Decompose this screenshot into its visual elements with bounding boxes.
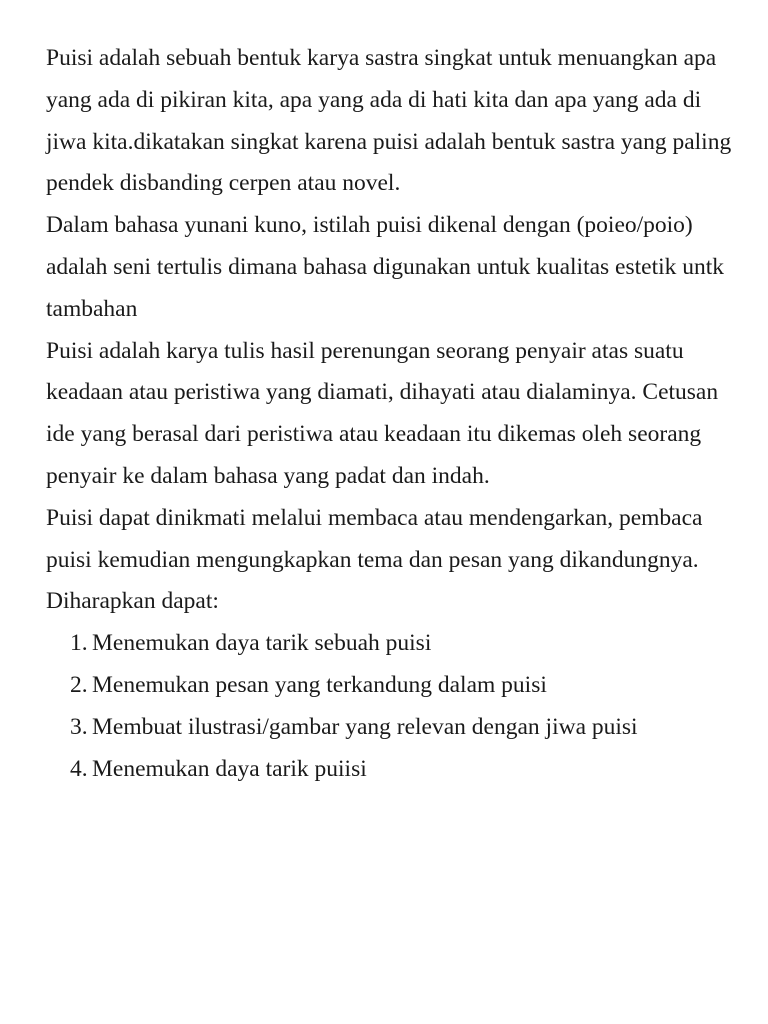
list-item-number: 3. [70, 713, 88, 740]
document-body [46, 38, 736, 790]
list-item [46, 623, 736, 665]
list-item [46, 749, 736, 791]
list-item-text: Membuat ilustrasi/gambar yang relevan dengan jiwa puisi [92, 713, 638, 740]
paragraph-enjoyment: Puisi dapat dinikmati melalui membaca atau mendengarkan, pembaca puisi kemudian mengungkapkan tema dan pesan yang dikandungnya. Diharapkan dapat: [46, 504, 703, 615]
paragraph-definition: Puisi adalah sebuah bentuk karya sastra singkat untuk menuangkan apa yang ada di pikiran kita, apa yang ada di hati kita dan apa yang ada di jiwa kita.dikatakan singkat karena puisi adalah bentuk sastra yang paling pendek disbanding cerpen atau novel. [46, 45, 732, 197]
list-item-number: 4. [70, 755, 88, 782]
list-item-text: Menemukan pesan yang terkandung dalam puisi [92, 671, 547, 698]
paragraph-reflection: Puisi adalah karya tulis hasil perenungan seorang penyair atas suatu keadaan atau peristiwa yang diamati, dihayati atau dialaminya. Cetusan ide yang berasal dari peristiwa atau keadaan itu dikemas oleh seorang penyair ke dalam bahasa yang padat dan indah. [46, 337, 719, 489]
paragraph-etymology: Dalam bahasa yunani kuno, istilah puisi dikenal dengan (poieo/poio) adalah seni tertulis dimana bahasa digunakan untuk kualitas estetik untk tambahan [46, 212, 725, 322]
goals-list [46, 623, 736, 790]
list-item [46, 665, 736, 707]
list-item-number: 1. [70, 630, 88, 657]
list-item [46, 707, 736, 749]
list-item-text: Menemukan daya tarik sebuah puisi [92, 630, 432, 657]
list-item-text: Menemukan daya tarik puiisi [92, 755, 367, 782]
list-item-number: 2. [70, 671, 88, 698]
